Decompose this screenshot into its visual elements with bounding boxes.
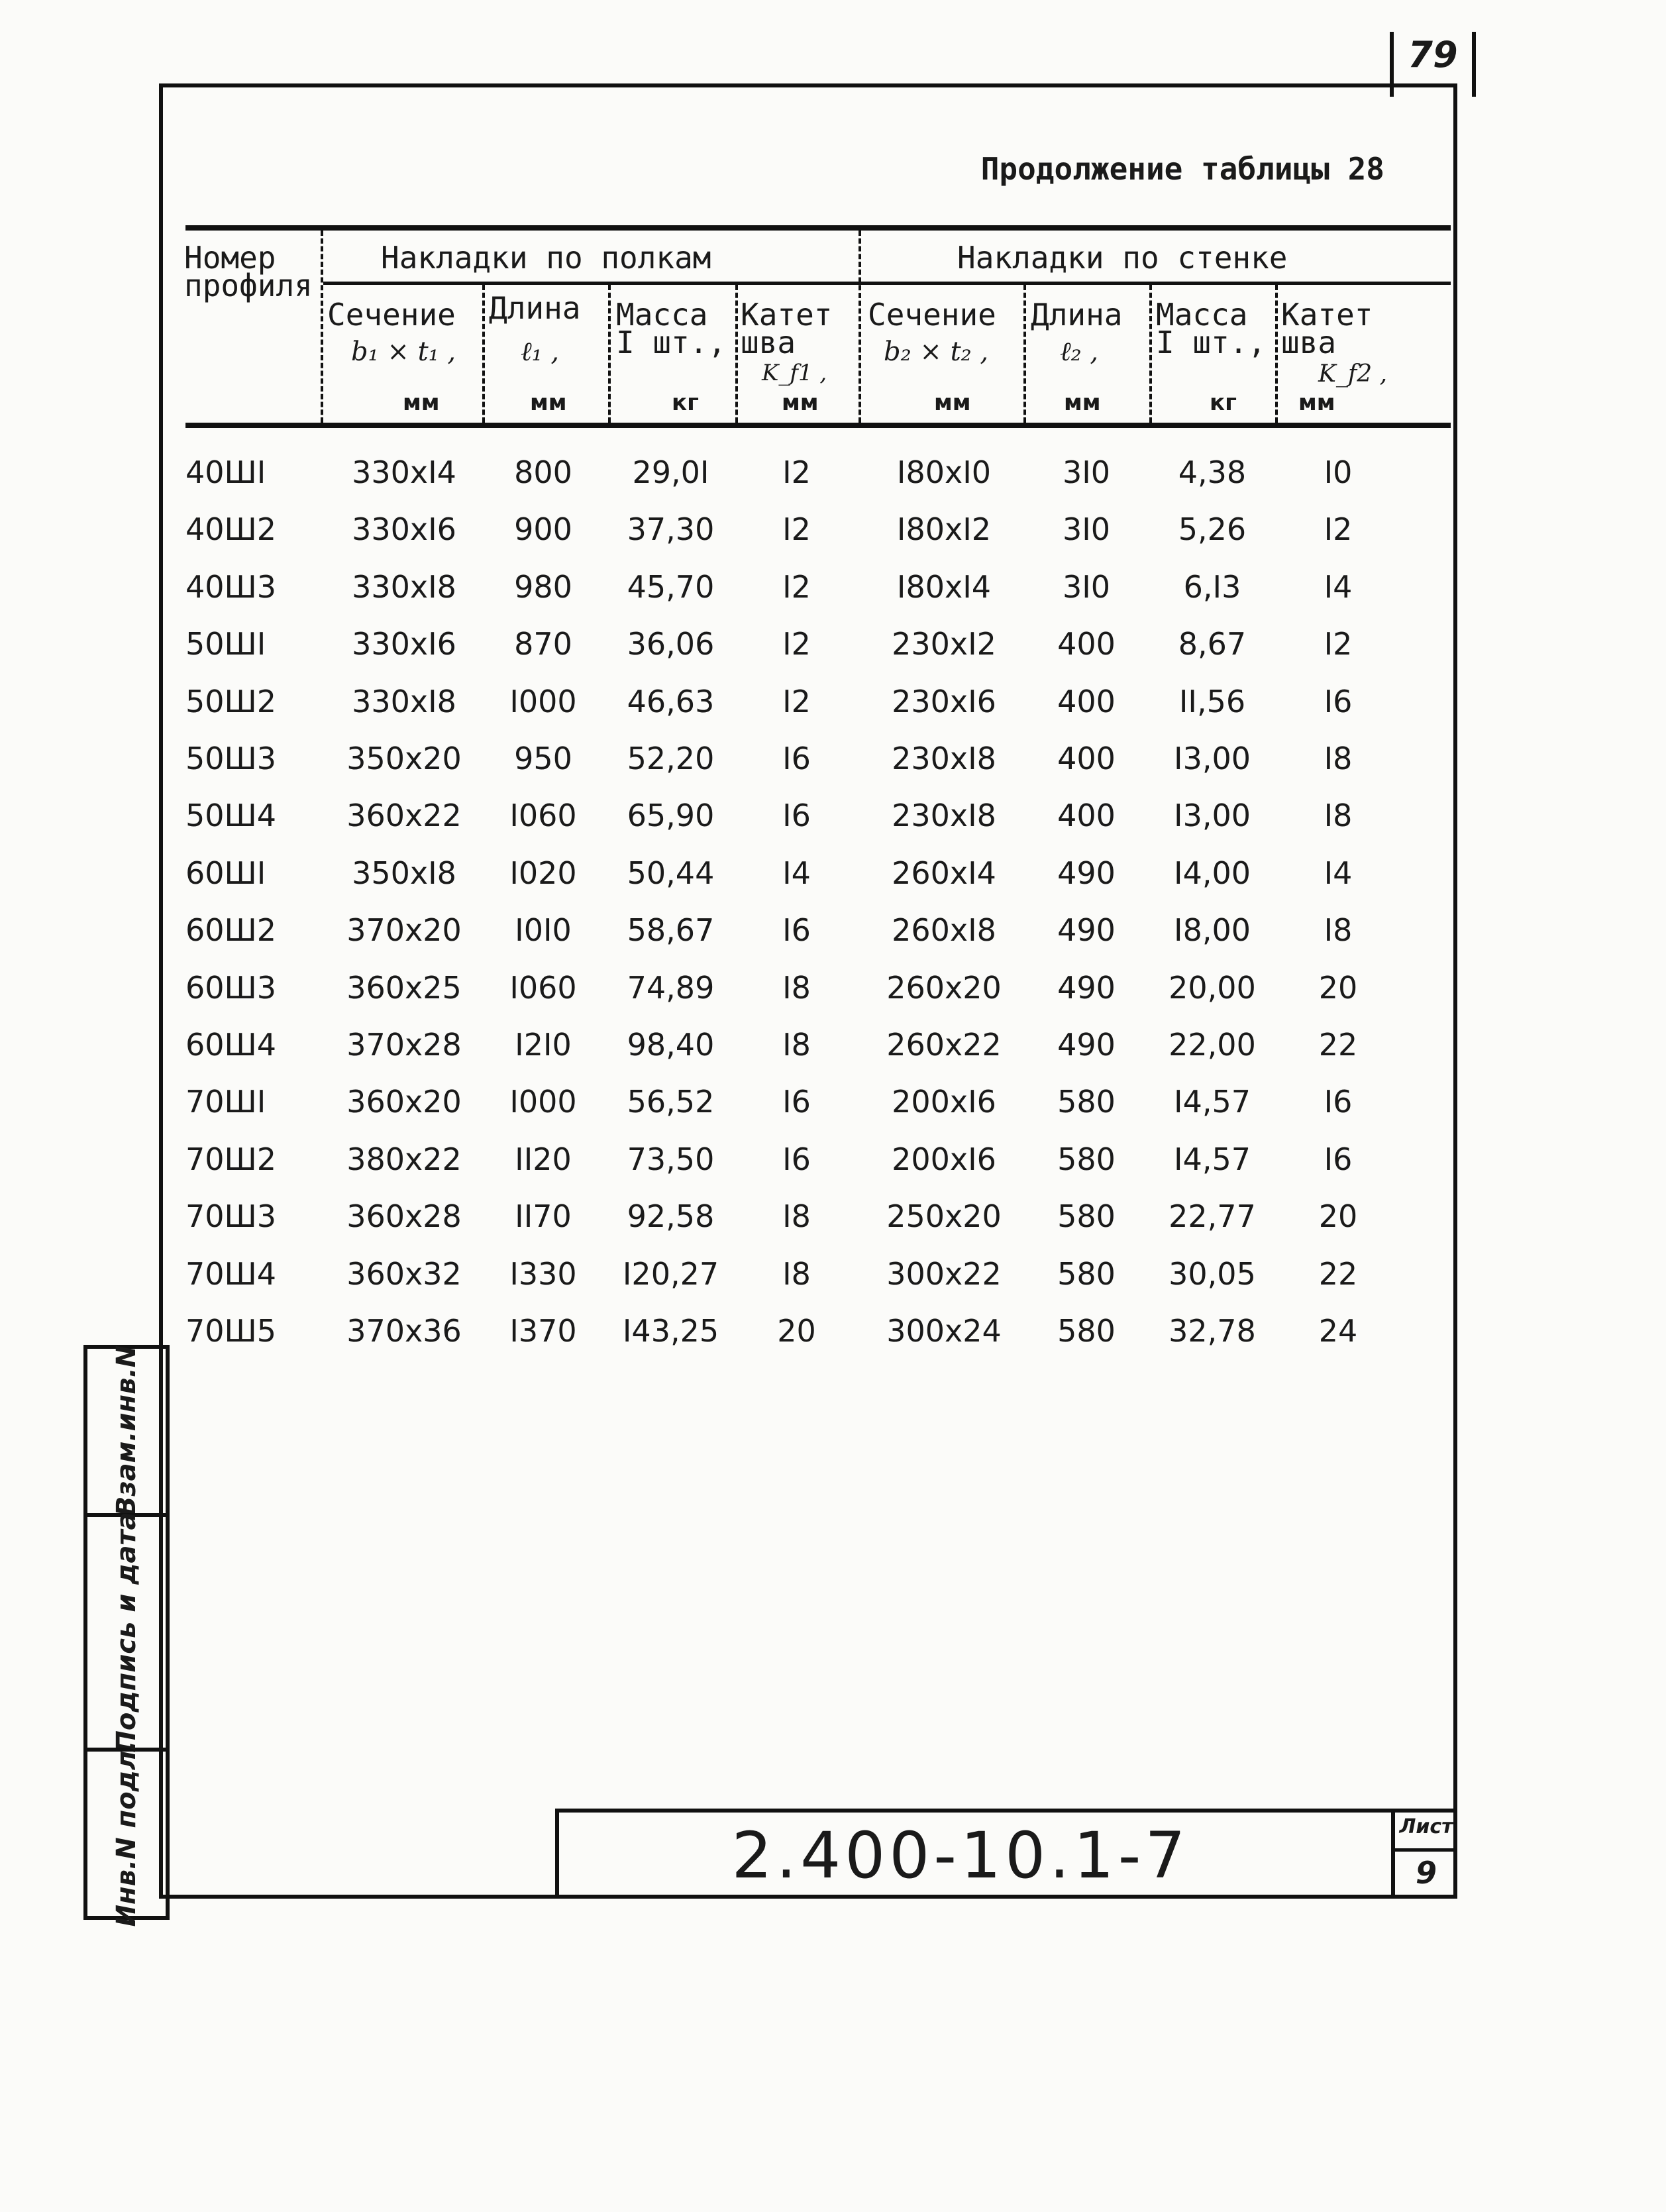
cell-l2: 580 xyxy=(1057,1141,1116,1177)
cell-k2: I2 xyxy=(1324,626,1353,662)
cell-s2: 260xI4 xyxy=(892,855,996,891)
cell-l2: 580 xyxy=(1057,1255,1116,1292)
header-sep-group xyxy=(859,231,861,423)
group-header-rule xyxy=(323,282,1451,285)
cell-k1: I2 xyxy=(782,454,811,490)
document-code: 2.400-10.1-7 xyxy=(731,1818,1190,1893)
table-row xyxy=(0,444,1666,501)
table-caption: Продолжение таблицы 28 xyxy=(980,151,1384,187)
cell-s1: 360x20 xyxy=(346,1084,462,1120)
cell-l1: I060 xyxy=(509,969,577,1006)
stamp-signature-label: Подпись и дата xyxy=(111,1512,142,1753)
cell-s1: 360x32 xyxy=(346,1255,462,1292)
cell-s1: 330xI8 xyxy=(352,683,456,719)
cell-m1: 37,30 xyxy=(627,511,715,548)
cell-m2: 4,38 xyxy=(1178,454,1247,490)
cell-l2: 3I0 xyxy=(1062,568,1111,605)
cell-m2: 20,00 xyxy=(1169,969,1256,1006)
cell-s2: 300x22 xyxy=(886,1255,1002,1292)
cell-k2: 22 xyxy=(1318,1255,1358,1292)
table-row xyxy=(0,673,1666,730)
cell-k2: I4 xyxy=(1324,855,1353,891)
table-row xyxy=(0,1073,1666,1130)
cell-k2: 22 xyxy=(1318,1027,1358,1063)
table-row xyxy=(0,1016,1666,1073)
cell-s1: 330xI4 xyxy=(352,454,456,490)
cell-m2: I4,57 xyxy=(1174,1084,1251,1120)
cell-profile: 70Ш5 xyxy=(185,1313,276,1349)
page-number: 79 xyxy=(1390,32,1476,97)
cell-k2: I6 xyxy=(1324,683,1353,719)
header-w-length-symbol: ℓ₂ , xyxy=(1060,337,1099,367)
cell-l2: 3I0 xyxy=(1062,511,1111,548)
cell-m2: 5,26 xyxy=(1178,511,1247,548)
cell-m2: I4,57 xyxy=(1174,1141,1251,1177)
cell-l2: 400 xyxy=(1057,798,1116,834)
cell-m1: 65,90 xyxy=(627,798,715,834)
cell-l2: 490 xyxy=(1057,912,1116,949)
header-w-section-unit: мм xyxy=(934,390,971,416)
cell-m1: 73,50 xyxy=(627,1141,715,1177)
cell-l2: 400 xyxy=(1057,683,1116,719)
cell-k2: I8 xyxy=(1324,798,1353,834)
cell-m1: 50,44 xyxy=(627,855,715,891)
header-profile-2: профиля xyxy=(184,268,313,303)
cell-m2: 30,05 xyxy=(1169,1255,1256,1292)
cell-m2: 32,78 xyxy=(1169,1313,1256,1349)
cell-s1: 360x28 xyxy=(346,1198,462,1235)
cell-m1: 58,67 xyxy=(627,912,715,949)
cell-m1: 92,58 xyxy=(627,1198,715,1235)
cell-k2: I6 xyxy=(1324,1084,1353,1120)
cell-s1: 370x28 xyxy=(346,1027,462,1063)
cell-s2: 260x22 xyxy=(886,1027,1002,1063)
header-bottom-rule xyxy=(185,423,1451,428)
header-w-weld: Катет xyxy=(1281,297,1373,333)
cell-s2: 200xI6 xyxy=(892,1084,996,1120)
cell-m2: 22,77 xyxy=(1169,1198,1256,1235)
cell-k1: I8 xyxy=(782,1198,811,1235)
cell-l1: II20 xyxy=(515,1141,572,1177)
header-f-section: Сечение xyxy=(327,297,456,333)
stamp-box-replace xyxy=(83,1345,170,1517)
cell-m1: 45,70 xyxy=(627,568,715,605)
cell-m1: I43,25 xyxy=(622,1313,719,1349)
cell-s1: 380x22 xyxy=(346,1141,462,1177)
cell-s1: 350x20 xyxy=(346,741,462,776)
cell-k2: I2 xyxy=(1324,511,1353,548)
cell-s1: 330xI8 xyxy=(352,568,456,605)
table-row xyxy=(0,730,1666,787)
cell-m2: 8,67 xyxy=(1178,626,1247,662)
cell-profile: 40Ш3 xyxy=(185,568,276,605)
header-sep-f-mass xyxy=(608,285,611,423)
cell-s2: 230xI6 xyxy=(892,683,996,719)
cell-profile: 50ШI xyxy=(185,626,266,662)
cell-m2: I4,00 xyxy=(1174,855,1251,891)
stamp-box-signature xyxy=(83,1513,170,1752)
cell-k2: 20 xyxy=(1318,969,1358,1006)
cell-k2: I4 xyxy=(1324,568,1353,605)
cell-k2: I8 xyxy=(1324,912,1353,949)
cell-s2: 250x20 xyxy=(886,1198,1002,1235)
cell-l1: I020 xyxy=(509,855,577,891)
cell-m1: I20,27 xyxy=(622,1255,719,1292)
cell-profile: 50Ш2 xyxy=(185,683,276,719)
sheet-label: Лист xyxy=(1399,1815,1453,1838)
cell-m2: 22,00 xyxy=(1169,1027,1256,1063)
cell-l1: 950 xyxy=(514,741,572,776)
cell-s2: 230xI8 xyxy=(892,741,996,776)
cell-s1: 360x25 xyxy=(346,969,462,1006)
table-row xyxy=(0,1302,1666,1359)
cell-k1: I6 xyxy=(782,912,811,949)
cell-profile: 60ШI xyxy=(185,855,266,891)
table-row xyxy=(0,902,1666,959)
cell-s2: 300x24 xyxy=(886,1313,1002,1349)
cell-m1: 36,06 xyxy=(627,626,715,662)
cell-m1: 46,63 xyxy=(627,683,715,719)
cell-s1: 330xI6 xyxy=(352,511,456,548)
header-f-mass-unit: кг xyxy=(672,390,699,416)
header-w-section: Сечение xyxy=(868,297,996,333)
cell-k1: I6 xyxy=(782,1084,811,1120)
cell-k1: I8 xyxy=(782,1027,811,1063)
cell-l2: 3I0 xyxy=(1062,454,1111,490)
header-w-length: Длина xyxy=(1031,297,1123,333)
cell-k1: I8 xyxy=(782,1255,811,1292)
cell-m1: 29,0I xyxy=(632,454,709,490)
cell-s2: 230xI2 xyxy=(892,626,996,662)
cell-k2: I0 xyxy=(1324,454,1353,490)
cell-profile: 40ШI xyxy=(185,454,266,490)
cell-k2: 20 xyxy=(1318,1198,1358,1235)
header-sep-profile xyxy=(321,231,323,423)
cell-k1: I2 xyxy=(782,568,811,605)
header-w-mass: Масса xyxy=(1156,297,1248,333)
cell-s2: 230xI8 xyxy=(892,798,996,834)
cell-l2: 490 xyxy=(1057,969,1116,1006)
cell-s2: I80xI0 xyxy=(896,454,992,490)
table-row xyxy=(0,1188,1666,1245)
cell-l2: 580 xyxy=(1057,1198,1116,1235)
header-f-mass: Масса xyxy=(616,297,708,333)
header-f-weld-unit: мм xyxy=(782,390,819,416)
cell-profile: 60Ш2 xyxy=(185,912,276,949)
cell-l2: 490 xyxy=(1057,1027,1116,1063)
cell-profile: 70Ш2 xyxy=(185,1141,276,1177)
cell-profile: 70Ш3 xyxy=(185,1198,276,1235)
cell-profile: 70Ш4 xyxy=(185,1255,276,1292)
cell-l1: I330 xyxy=(509,1255,577,1292)
cell-k2: I6 xyxy=(1324,1141,1353,1177)
table-row xyxy=(0,1245,1666,1302)
header-profile-1: Номер xyxy=(184,240,276,276)
cell-s1: 370x20 xyxy=(346,912,462,949)
stamp-box-inventory xyxy=(83,1740,170,1927)
cell-k2: 24 xyxy=(1318,1313,1358,1349)
cell-l2: 400 xyxy=(1057,741,1116,776)
table-row xyxy=(0,615,1666,672)
header-sep-f-len xyxy=(482,285,485,423)
header-f-weld: Катет xyxy=(741,297,833,333)
cell-s2: 260x20 xyxy=(886,969,1002,1006)
cell-s2: I80xI2 xyxy=(896,511,992,548)
cell-m2: II,56 xyxy=(1178,683,1246,719)
cell-l1: 870 xyxy=(514,626,572,662)
sheet-divider xyxy=(1391,1848,1457,1852)
header-sep-w-len xyxy=(1023,285,1026,423)
table-row xyxy=(0,1131,1666,1188)
header-f-section-symbol: b₁ × t₁ , xyxy=(351,337,456,367)
cell-profile: 50Ш4 xyxy=(185,798,276,834)
header-f-length: Длина xyxy=(489,290,581,326)
cell-m2: I8,00 xyxy=(1174,912,1251,949)
stamp-replace-label: Взам.инв.N xyxy=(111,1345,142,1517)
cell-m2: I3,00 xyxy=(1174,798,1251,834)
header-w-section-symbol: b₂ × t₂ , xyxy=(884,337,989,367)
header-w-weld-unit: мм xyxy=(1298,390,1335,416)
cell-s2: I80xI4 xyxy=(896,568,992,605)
table-top-rule xyxy=(185,225,1451,231)
cell-s1: 330xI6 xyxy=(352,626,456,662)
cell-l1: 900 xyxy=(514,511,572,548)
cell-k1: I2 xyxy=(782,511,811,548)
table-row xyxy=(0,845,1666,902)
header-sep-w-mass xyxy=(1149,285,1152,423)
header-group-flange: Накладки по полкам xyxy=(381,240,711,276)
header-w-weld-2: шва xyxy=(1281,325,1337,360)
cell-m1: 52,20 xyxy=(627,741,715,776)
cell-s2: 260xI8 xyxy=(892,912,996,949)
cell-m1: 56,52 xyxy=(627,1084,715,1120)
cell-s1: 350xI8 xyxy=(352,855,456,891)
cell-m1: 98,40 xyxy=(627,1027,715,1063)
header-f-section-unit: мм xyxy=(403,390,440,416)
cell-s2: 200xI6 xyxy=(892,1141,996,1177)
cell-k1: I8 xyxy=(782,969,811,1006)
cell-s1: 360x22 xyxy=(346,798,462,834)
cell-m2: 6,I3 xyxy=(1183,568,1241,605)
header-w-weld-symbol: K_f2 , xyxy=(1318,360,1388,388)
header-f-length-symbol: ℓ₁ , xyxy=(521,337,560,367)
cell-l2: 400 xyxy=(1057,626,1116,662)
cell-l2: 580 xyxy=(1057,1084,1116,1120)
cell-k1: I6 xyxy=(782,1141,811,1177)
cell-k2: I8 xyxy=(1324,741,1353,776)
header-sep-f-weld xyxy=(735,285,738,423)
cell-l1: I000 xyxy=(509,683,577,719)
header-f-weld-2: шва xyxy=(741,325,796,360)
header-sep-w-weld xyxy=(1275,285,1278,423)
cell-profile: 40Ш2 xyxy=(185,511,276,548)
cell-l1: I0I0 xyxy=(515,912,572,949)
cell-s1: 370x36 xyxy=(346,1313,462,1349)
table-row xyxy=(0,959,1666,1016)
header-w-mass-unit: кг xyxy=(1210,390,1237,416)
cell-l1: I2I0 xyxy=(515,1027,572,1063)
cell-k1: I2 xyxy=(782,626,811,662)
cell-m2: I3,00 xyxy=(1174,741,1251,776)
cell-l1: I060 xyxy=(509,798,577,834)
header-f-weld-symbol: K_f1 , xyxy=(762,360,827,386)
cell-l1: I370 xyxy=(509,1313,577,1349)
table-row xyxy=(0,501,1666,558)
sheet-number: 9 xyxy=(1415,1855,1437,1891)
cell-profile: 70ШI xyxy=(185,1084,266,1120)
cell-profile: 50Ш3 xyxy=(185,741,276,776)
header-w-length-unit: мм xyxy=(1064,390,1101,416)
header-group-web: Накладки по стенке xyxy=(957,240,1288,276)
cell-l2: 490 xyxy=(1057,855,1116,891)
cell-profile: 60Ш4 xyxy=(185,1027,276,1063)
cell-m1: 74,89 xyxy=(627,969,715,1006)
table-row xyxy=(0,558,1666,615)
cell-k1: I6 xyxy=(782,798,811,834)
stamp-inventory-label: Инв.N подл. xyxy=(111,1740,142,1927)
cell-l2: 580 xyxy=(1057,1313,1116,1349)
header-f-mass-2: I шт., xyxy=(616,325,727,360)
cell-k1: 20 xyxy=(777,1313,816,1349)
cell-k1: I6 xyxy=(782,741,811,776)
cell-l1: 800 xyxy=(514,454,572,490)
header-f-length-unit: мм xyxy=(530,390,567,416)
header-w-mass-2: I шт., xyxy=(1156,325,1267,360)
cell-l1: II70 xyxy=(515,1198,572,1235)
cell-l1: I000 xyxy=(509,1084,577,1120)
cell-k1: I2 xyxy=(782,683,811,719)
cell-l1: 980 xyxy=(514,568,572,605)
cell-k1: I4 xyxy=(782,855,811,891)
cell-profile: 60Ш3 xyxy=(185,969,276,1006)
table-row xyxy=(0,787,1666,844)
